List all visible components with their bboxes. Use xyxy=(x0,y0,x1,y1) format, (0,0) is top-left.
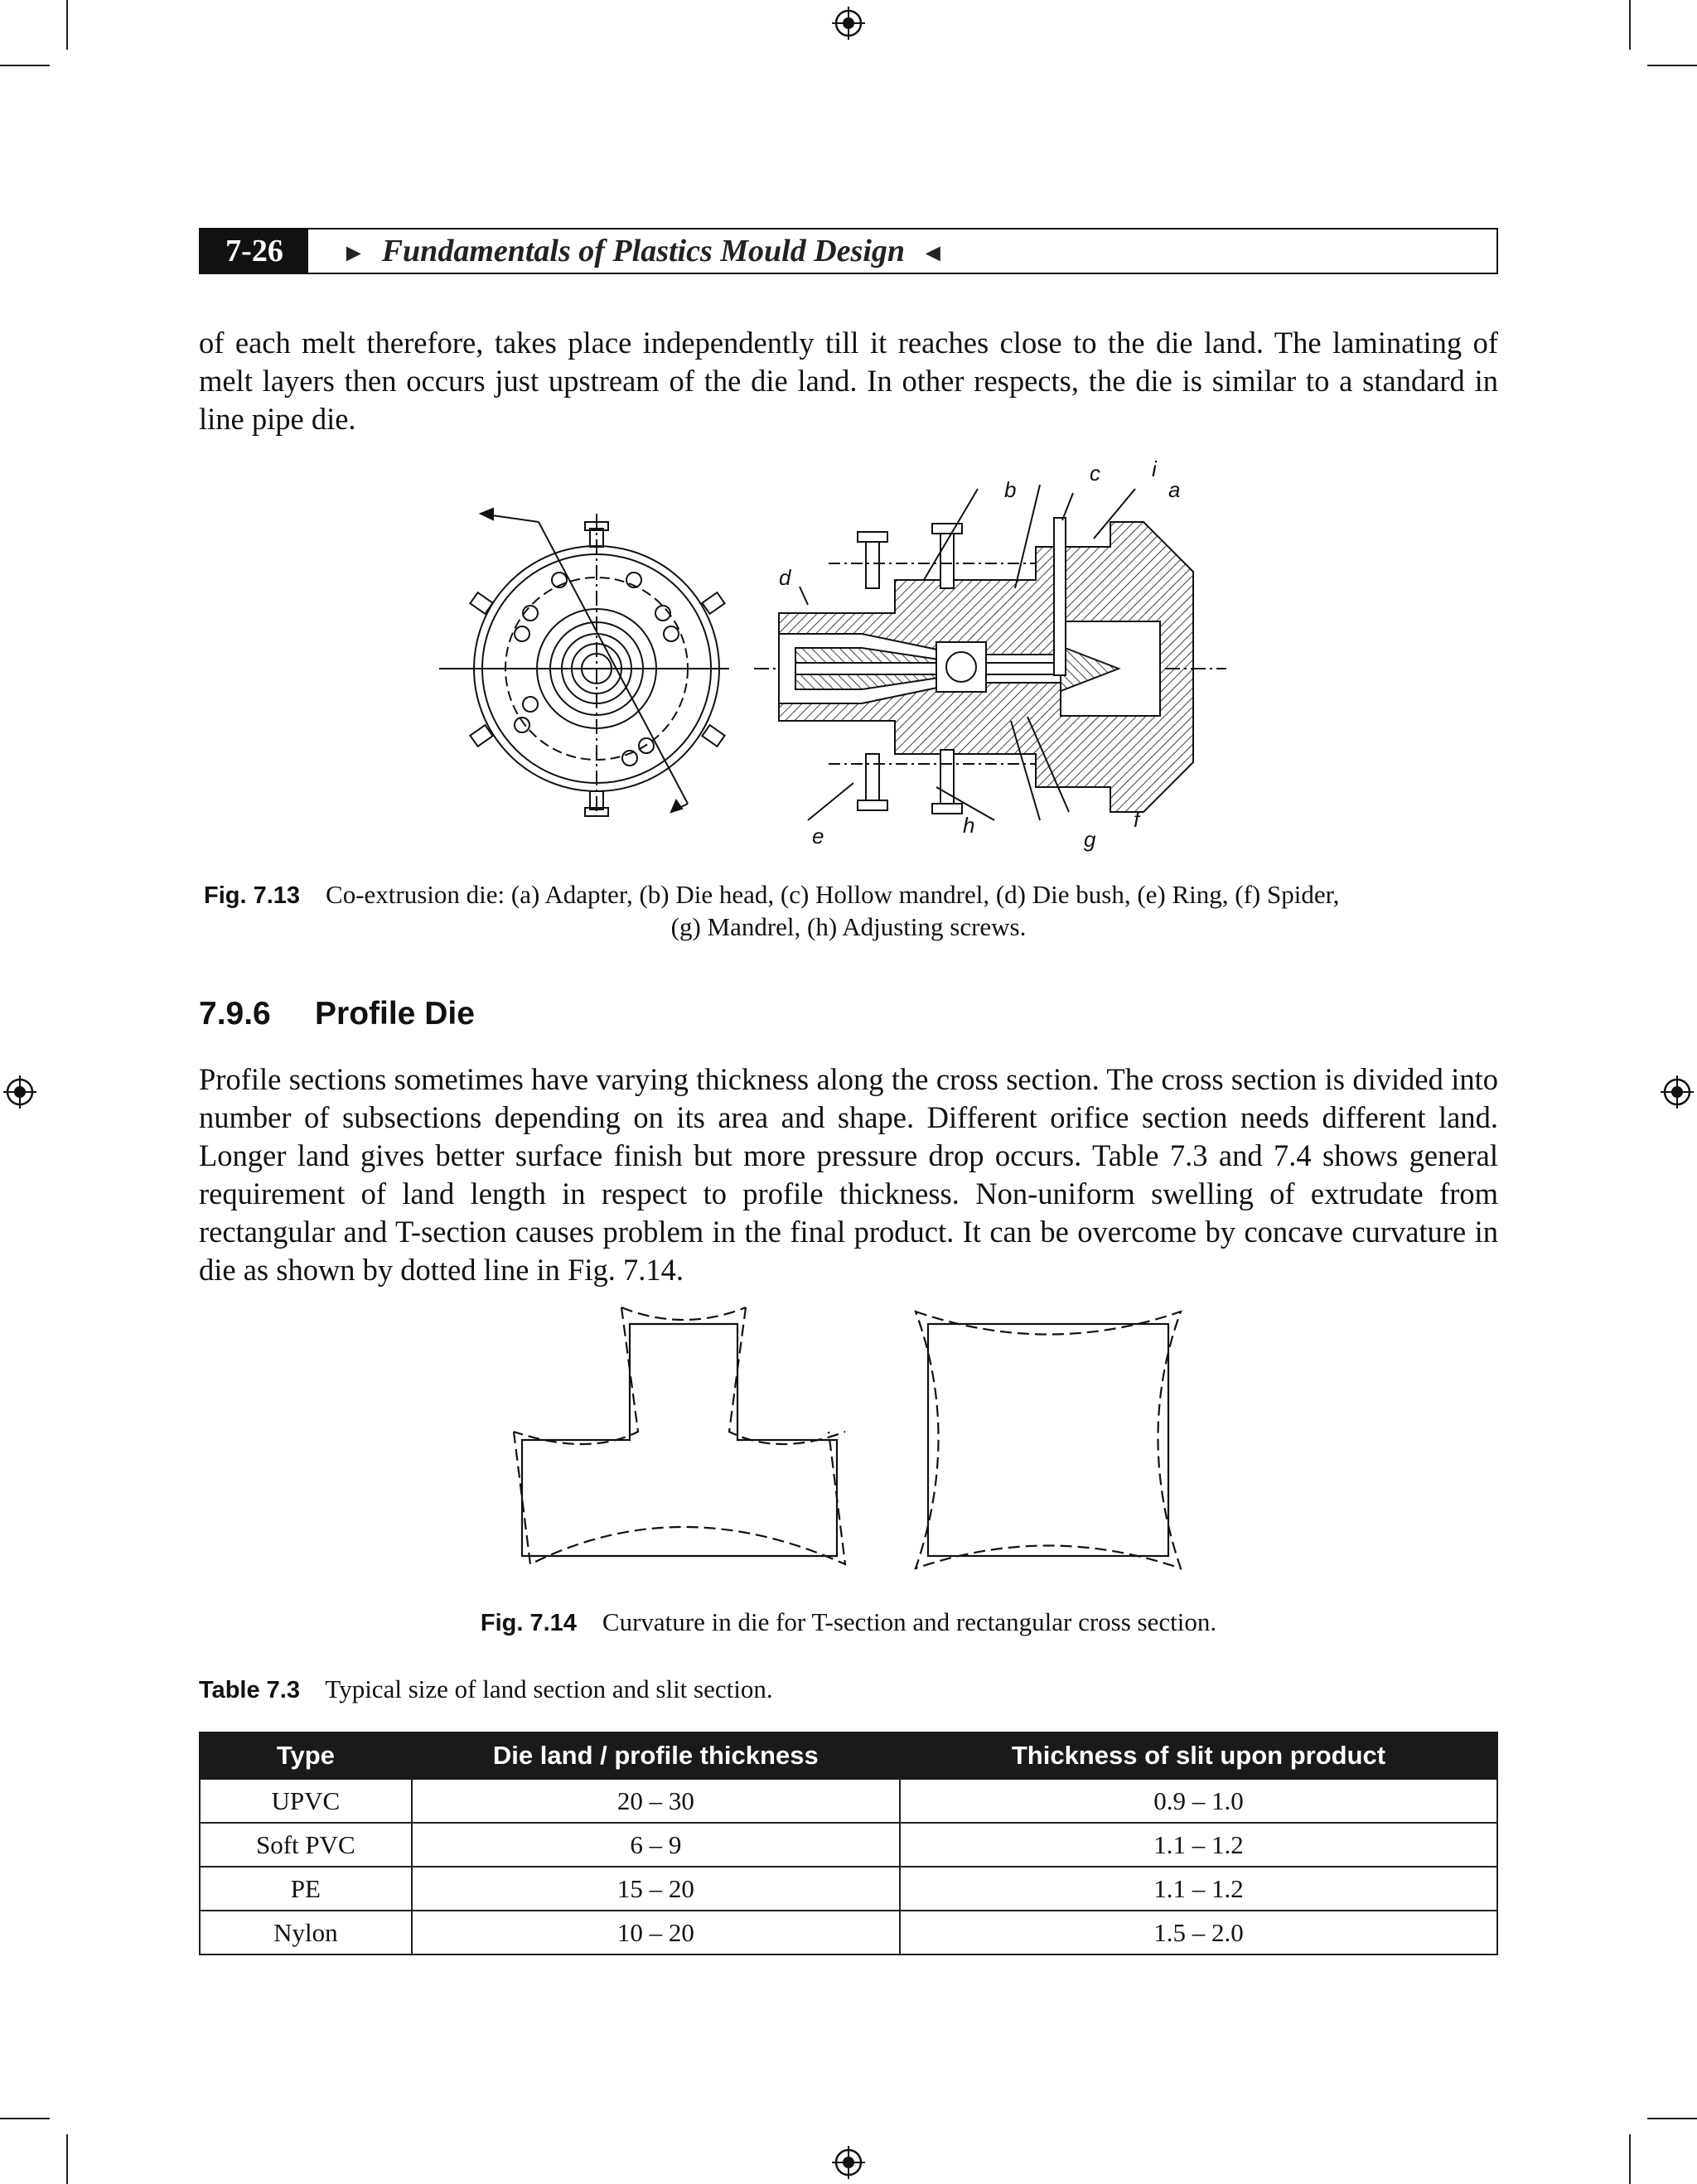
table-cell: 10 – 20 xyxy=(412,1911,900,1954)
table-cell: PE xyxy=(200,1867,412,1911)
crop-mark xyxy=(0,2118,50,2119)
column-header: Thickness of slit upon product xyxy=(900,1732,1497,1779)
crop-mark xyxy=(1647,2118,1697,2119)
table-cell: Nylon xyxy=(200,1911,412,1954)
book-title-text: Fundamentals of Plastics Mould Design xyxy=(381,234,906,268)
figure-7-13-caption xyxy=(204,878,1498,912)
figure-7-14-caption xyxy=(199,1606,1498,1640)
table-cell: 6 – 9 xyxy=(412,1823,900,1867)
figure-7-14-die-curvature xyxy=(497,1299,1210,1589)
label-e: e xyxy=(812,824,824,848)
crop-mark xyxy=(1629,2134,1631,2184)
label-b: b xyxy=(1004,477,1017,502)
table-cell: 0.9 – 1.0 xyxy=(900,1779,1497,1823)
table-cell: 20 – 30 xyxy=(412,1779,900,1823)
right-triangle-icon: ► xyxy=(341,239,366,267)
book-title xyxy=(341,230,945,273)
table-row xyxy=(200,1779,1497,1823)
registration-mark-icon xyxy=(3,1075,36,1109)
figure-7-13-coextrusion-die xyxy=(431,456,1259,862)
table-cell: 1.1 – 1.2 xyxy=(900,1823,1497,1867)
section-heading xyxy=(199,996,475,1032)
registration-mark-icon xyxy=(832,2146,865,2179)
table-row xyxy=(200,1911,1497,1954)
table-cell: 15 – 20 xyxy=(412,1867,900,1911)
section-title: Profile Die xyxy=(315,996,475,1032)
column-header: Type xyxy=(200,1732,412,1779)
crop-mark xyxy=(66,2134,68,2184)
figure-7-13-caption-line2 xyxy=(199,911,1498,944)
figure-7-13-caption-text-2: (g) Mandrel, (h) Adjusting screws. xyxy=(670,912,1027,941)
front-view xyxy=(439,509,729,816)
table-row xyxy=(200,1867,1497,1911)
table-header-row xyxy=(200,1732,1497,1779)
table-cell: 1.5 – 2.0 xyxy=(900,1911,1497,1954)
table-row xyxy=(200,1823,1497,1867)
label-a: a xyxy=(1168,477,1181,502)
left-triangle-icon: ◄ xyxy=(921,239,945,267)
running-header xyxy=(199,228,1498,274)
table-cell: Soft PVC xyxy=(200,1823,412,1867)
section-view xyxy=(754,485,1226,820)
crop-mark xyxy=(1629,0,1631,50)
table-7-3 xyxy=(199,1732,1498,1955)
rectangular-section-shape xyxy=(916,1312,1181,1568)
column-header: Die land / profile thickness xyxy=(412,1732,900,1779)
intro-paragraph xyxy=(199,324,1498,438)
intro-paragraph-text: of each melt therefore, takes place independently till it reaches close to the die land. The laminating of melt layers then occurs just upstream of the die land. In other respects, the die is similar to a standard in line pipe die. xyxy=(199,326,1498,436)
crop-mark xyxy=(1647,65,1697,66)
table-cell: 1.1 – 1.2 xyxy=(900,1867,1497,1911)
label-i: i xyxy=(1152,457,1157,481)
label-g: g xyxy=(1084,827,1096,852)
registration-mark-icon xyxy=(832,7,865,40)
table-7-3-title: Typical size of land section and slit section. xyxy=(325,1674,773,1703)
section-number: 7.9.6 xyxy=(199,996,271,1032)
figure-7-14-caption-text: Curvature in die for T-section and rectangular cross section. xyxy=(602,1607,1217,1636)
crop-mark xyxy=(0,65,50,66)
label-f: f xyxy=(1134,807,1140,832)
label-d: d xyxy=(779,565,791,590)
label-c: c xyxy=(1090,461,1100,486)
table-7-3-label: Table 7.3 xyxy=(199,1677,300,1703)
figure-7-13-label: Fig. 7.13 xyxy=(204,882,301,909)
figure-7-14-label: Fig. 7.14 xyxy=(480,1610,577,1636)
figure-7-13-caption-text: Co-extrusion die: (a) Adapter, (b) Die head, (c) Hollow mandrel, (d) Die bush, (e) Ring, (f) Spider, xyxy=(326,880,1340,909)
crop-mark xyxy=(66,0,68,50)
label-h: h xyxy=(963,813,975,838)
page-number: 7-26 xyxy=(201,230,308,273)
t-section-shape xyxy=(514,1307,845,1564)
table-7-3-caption xyxy=(199,1673,1498,1707)
profile-paragraph xyxy=(199,1061,1498,1289)
registration-mark-icon xyxy=(1661,1075,1694,1109)
table-cell: UPVC xyxy=(200,1779,412,1823)
profile-paragraph-text: Profile sections sometimes have varying thickness along the cross section. The cross section is divided into number of subsections depending on its area and shape. Different orifice section needs different land. Longer land gives better surface finish but more pressure drop occurs. Table 7.3 and 7.4 shows general requirement of land length in respect to profile thickness. Non-uniform swelling of extrudate from rectangular and T-section causes problem in the final product. It can be overcome by concave curvature in die as shown by dotted line in Fig. 7.14. xyxy=(199,1062,1498,1287)
